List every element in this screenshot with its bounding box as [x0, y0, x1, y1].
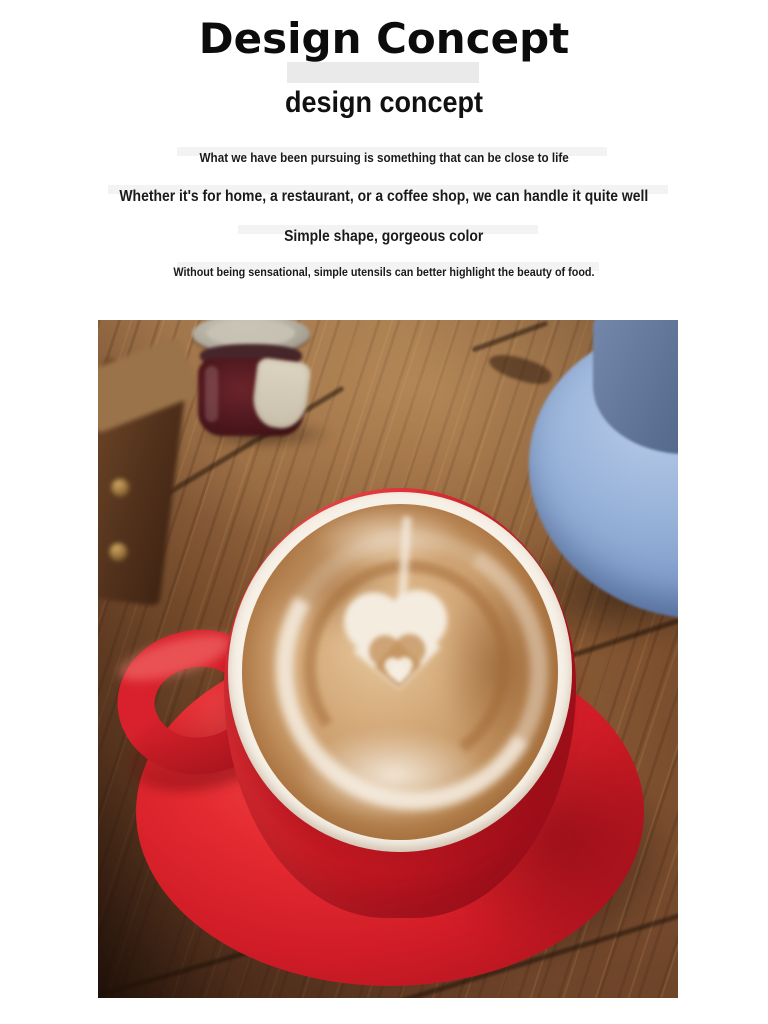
- wooden-box-strap: [98, 336, 201, 434]
- design-concept-header: [0, 0, 768, 279]
- wooden-box: [98, 358, 188, 607]
- brass-rivet: [108, 542, 128, 562]
- tagline-4: Without being sensational, simple utensils can better highlight the beauty of food.: [0, 265, 768, 279]
- watermark-band: [287, 62, 479, 83]
- tagline-3: Simple shape, gorgeous color: [0, 228, 768, 246]
- page-title: Design Concept: [198, 14, 570, 63]
- wood-plank-gap: [472, 320, 549, 352]
- jam-jar: [190, 320, 312, 446]
- page-subtitle: design concept: [284, 85, 484, 119]
- product-detail-page: [0, 0, 768, 279]
- product-photo: [98, 320, 678, 998]
- tagline-1: What we have been pursuing is something that can be close to life: [0, 150, 768, 165]
- latte-art-heart-core: [382, 657, 415, 688]
- latte-foam: [242, 504, 558, 840]
- jar-glass-highlight: [205, 366, 218, 422]
- tagline-2: Whether it's for home, a restaurant, or a coffee shop, we can handle it quite well: [0, 188, 768, 206]
- jar-lid-top: [207, 320, 295, 346]
- wood-knot: [486, 349, 554, 390]
- latte-art-milk-pool: [298, 728, 490, 822]
- brass-rivet: [110, 478, 130, 498]
